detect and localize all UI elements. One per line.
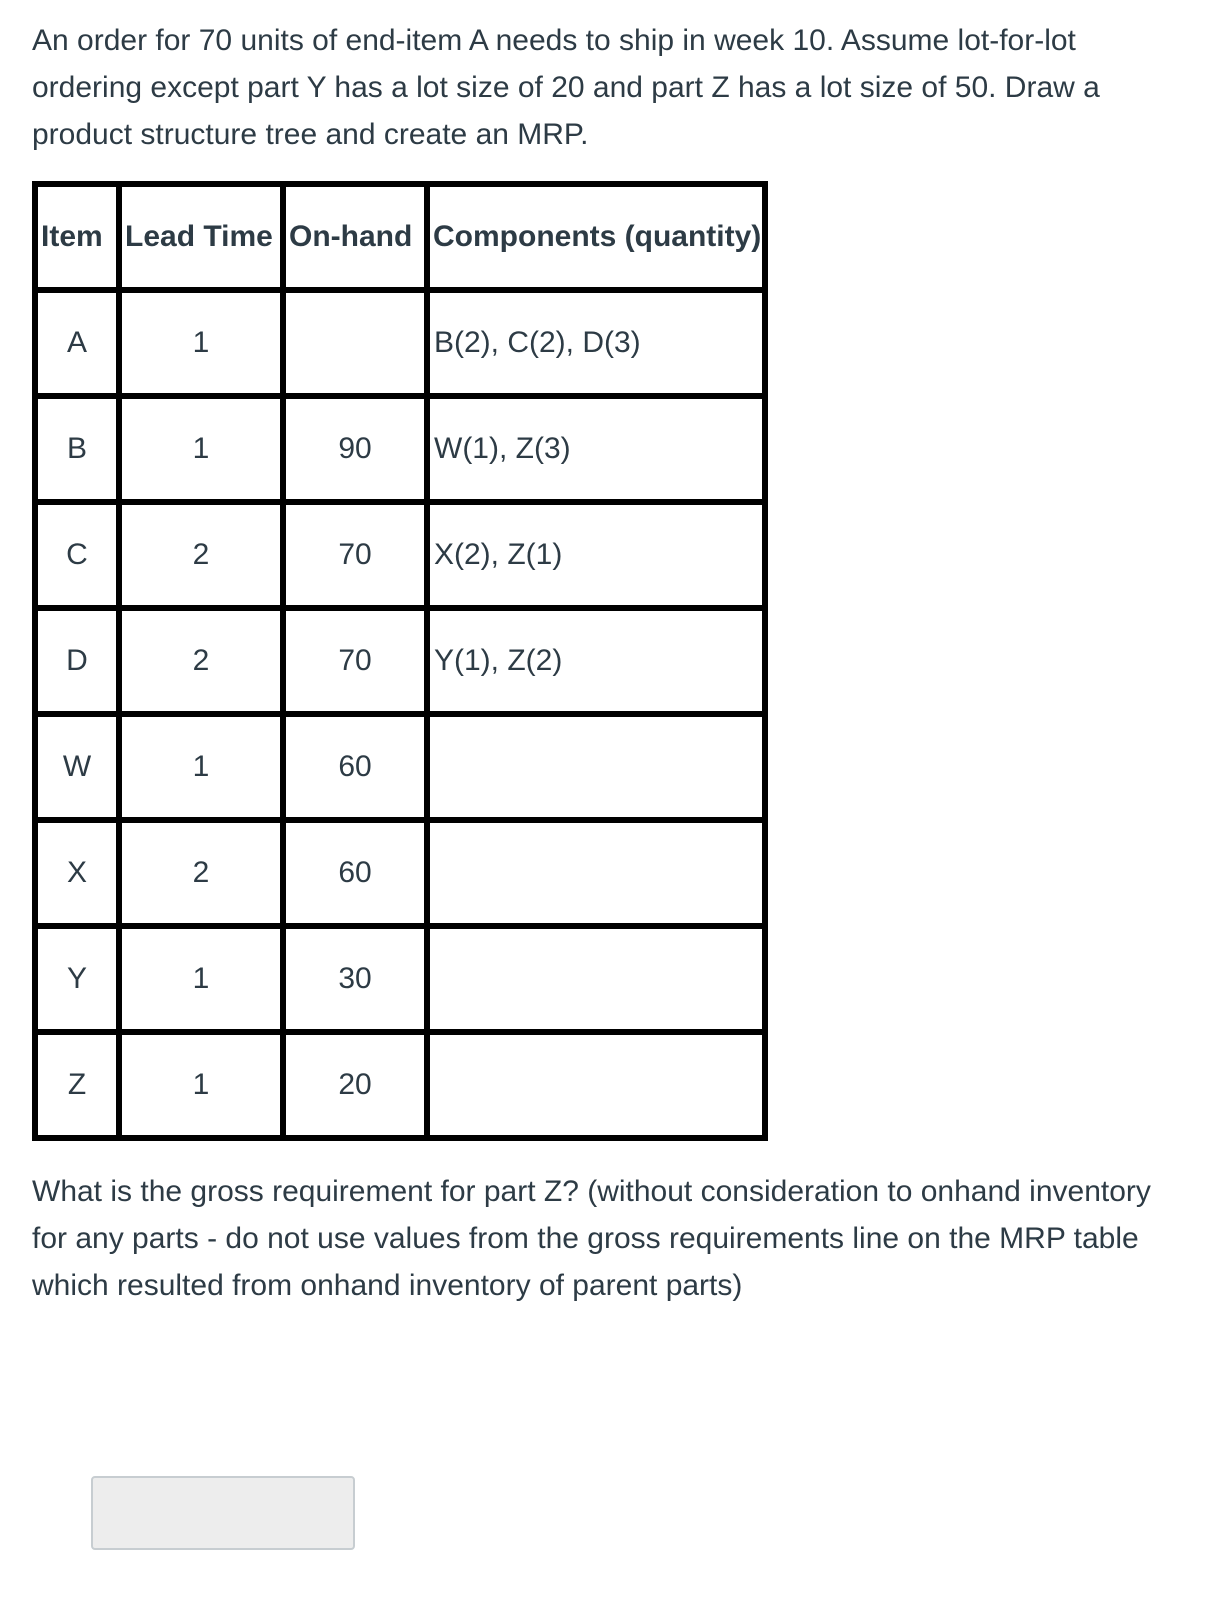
cell-components: B(2), C(2), D(3) [427, 290, 765, 396]
question-text: What is the gross requirement for part Z? (without consideration to onhand inventory for any parts - do not use values from the gross requirements line on the MRP table which resulted from onhand inventory of parent parts) [32, 1175, 1151, 1302]
cell-item: C [35, 502, 119, 608]
cell-on-hand: 70 [283, 608, 427, 714]
header-components: Components (quantity) [427, 184, 765, 290]
table-row [35, 820, 765, 926]
cell-lead-time: 2 [119, 608, 283, 714]
cell-components: X(2), Z(1) [427, 502, 765, 608]
cell-lead-time: 1 [119, 290, 283, 396]
header-item: Item [35, 184, 119, 290]
cell-on-hand: 60 [283, 820, 427, 926]
table-row [35, 1032, 765, 1138]
table-row [35, 608, 765, 714]
cell-item: Y [35, 926, 119, 1032]
table-row [35, 502, 765, 608]
cell-item: B [35, 396, 119, 502]
cell-components [427, 714, 765, 820]
cell-on-hand: 70 [283, 502, 427, 608]
table-header-row [35, 184, 765, 290]
cell-lead-time: 1 [119, 926, 283, 1032]
problem-statement: An order for 70 units of end-item A needs to ship in week 10. Assume lot-for-lot ordering except part Y has a lot size of 20 and part Z has a lot size of 50. Draw a product structure tree and create an MRP. [32, 24, 1100, 151]
header-lead-time: Lead Time [119, 184, 283, 290]
table-row [35, 714, 765, 820]
cell-lead-time: 2 [119, 820, 283, 926]
cell-components [427, 926, 765, 1032]
cell-components: Y(1), Z(2) [427, 608, 765, 714]
table-row [35, 396, 765, 502]
cell-on-hand: 20 [283, 1032, 427, 1138]
cell-item: X [35, 820, 119, 926]
cell-lead-time: 2 [119, 502, 283, 608]
cell-item: W [35, 714, 119, 820]
table-row [35, 290, 765, 396]
table-row [35, 926, 765, 1032]
answer-input[interactable] [91, 1476, 355, 1550]
cell-on-hand [283, 290, 427, 396]
cell-item: Z [35, 1032, 119, 1138]
cell-components [427, 820, 765, 926]
cell-lead-time: 1 [119, 714, 283, 820]
header-on-hand: On-hand [283, 184, 427, 290]
cell-components [427, 1032, 765, 1138]
cell-on-hand: 30 [283, 926, 427, 1032]
cell-item: D [35, 608, 119, 714]
cell-components: W(1), Z(3) [427, 396, 765, 502]
cell-on-hand: 90 [283, 396, 427, 502]
cell-item: A [35, 290, 119, 396]
cell-lead-time: 1 [119, 1032, 283, 1138]
cell-on-hand: 60 [283, 714, 427, 820]
mrp-data-table [32, 181, 768, 1141]
cell-lead-time: 1 [119, 396, 283, 502]
